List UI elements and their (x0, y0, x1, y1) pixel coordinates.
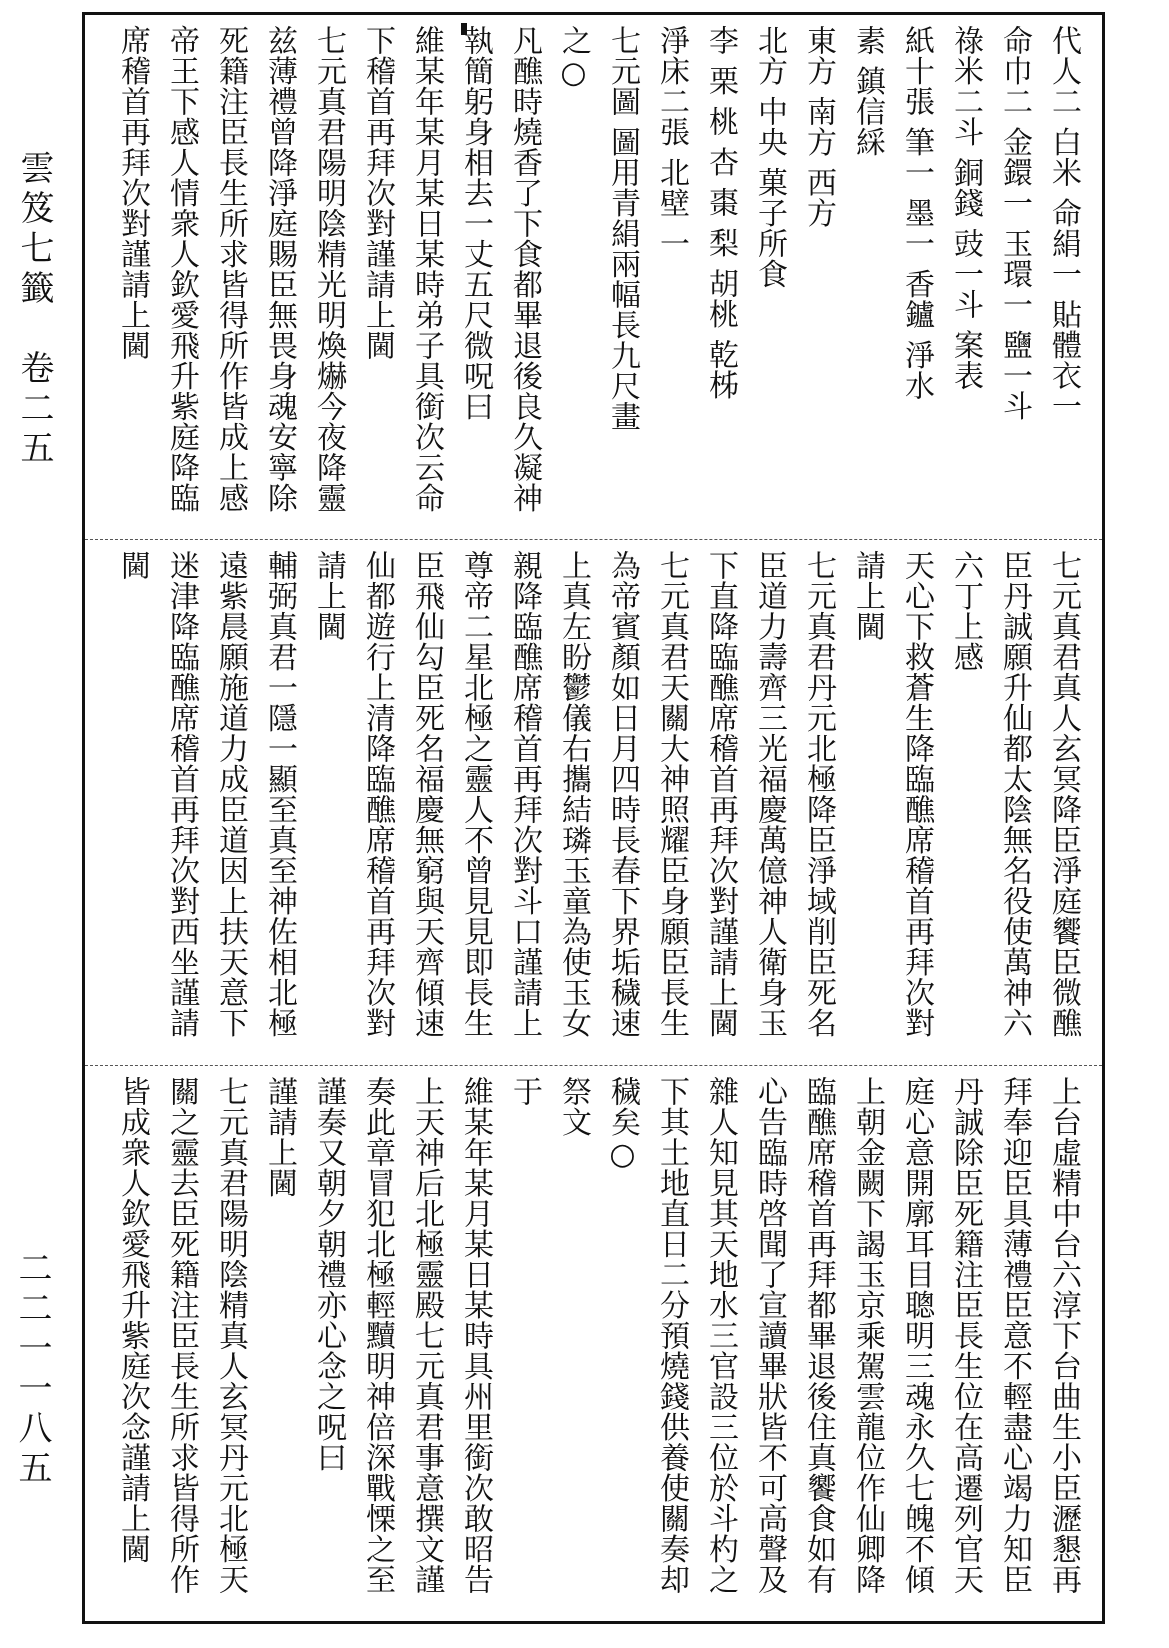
text-frame (82, 12, 1105, 1624)
text-column: 六丁上感 (948, 550, 983, 672)
text-column: 心告臨時啓聞了宣讀畢狀皆不可高聲及 (752, 1076, 787, 1595)
text-column: 北方 中央 菓子所食 (752, 25, 787, 290)
text-column: 謹請上閫 (262, 1076, 297, 1198)
text-column: 謹奏又朝夕朝禮亦心念之呪曰 (311, 1076, 346, 1473)
text-column: 祿米二斗 銅錢 豉一斗 案表 (948, 25, 983, 391)
text-band-bottom (85, 1065, 1102, 1621)
text-column: 上朝金闕下謁玉京乘駕雲龍位作仙卿降 (850, 1076, 885, 1595)
band-bottom-columns (99, 1076, 1088, 1613)
text-column: 下稽首再拜次對謹請上閫 (360, 25, 395, 361)
text-column: 淨床二張 北壁 一 (654, 25, 689, 259)
text-column: 穢矣○ (605, 1076, 640, 1173)
text-column: 臣丹誠願升仙都太陰無名役使萬神六 (997, 550, 1032, 1038)
margin-book-title: 雲笈七籤 卷二五 (14, 150, 54, 470)
text-column: 于 (507, 1076, 542, 1107)
margin-page-number: 二二一一八五 (12, 1250, 52, 1490)
text-column: 帝王下感人情衆人欽愛飛升紫庭降臨 (164, 25, 199, 513)
text-column: 臨醮席稽首再拜都畢退後住真饗食如有 (801, 1076, 836, 1595)
text-column: 李 栗 桃 杏 棗 梨 胡桃 乾柹 (703, 25, 738, 401)
text-column: 維某年某月某日某時具州里銜次敢昭告 (458, 1076, 493, 1595)
text-column: 閫 (115, 550, 150, 581)
text-column: 上真左盼鬱儀右攜結璘玉童為使玉女 (556, 550, 591, 1038)
text-column: 七元真君陽明陰精真人玄冥丹元北極天 (213, 1076, 248, 1595)
text-column: 奏此章冒犯北極輕黷明神倍深戰慄之至 (360, 1076, 395, 1595)
text-column: 席稽首再拜次對謹請上閫 (115, 25, 150, 361)
text-column: 遠紫晨願施道力成臣道因上扶天意下 (213, 550, 248, 1038)
text-column: 凡醮時燒香了下食都畢退後良久凝神 (507, 25, 542, 513)
text-column: 死籍注臣長生所求皆得所作皆成上感 (213, 25, 248, 513)
text-column: 上台虛精中台六淳下台曲生小臣瀝懇再 (1046, 1076, 1081, 1595)
text-column: 代人二 白米 命絹一 貼體衣一 (1046, 25, 1081, 422)
text-column: 七元真君真人玄冥降臣淨庭饗臣微醮 (1046, 550, 1081, 1038)
text-column: 七元圖 圖用青絹兩幅長九尺畫 (605, 25, 640, 432)
band-middle-columns (99, 550, 1088, 1051)
text-band-middle (85, 539, 1102, 1059)
text-column: 為帝賓顏如日月四時長春下界垢穢速 (605, 550, 640, 1038)
text-column: 七元真君陽明陰精光明煥爀今夜降靈 (311, 25, 346, 513)
text-column: 上天神后北極靈殿七元真君事意撰文謹 (409, 1076, 444, 1595)
text-column: 仙都遊行上清降臨醮席稽首再拜次對 (360, 550, 395, 1038)
text-column: 皆成衆人欽愛飛升紫庭次念謹請上閫 (115, 1076, 150, 1564)
text-column: 親降臨醮席稽首再拜次對斗口謹請上 (507, 550, 542, 1038)
text-column: 之○ (556, 25, 591, 91)
text-column: 雜人知見其天地水三官設三位於斗杓之 (703, 1076, 738, 1595)
text-column: 請上閫 (850, 550, 885, 642)
text-column: 臣飛仙勾臣死名福慶無窮與天齊傾速 (409, 550, 444, 1038)
text-column: 執簡躬身相去一丈五尺微呪曰 (458, 25, 493, 422)
text-column: 輔弼真君一隱一顯至真至神佐相北極 (262, 550, 297, 1038)
text-column: 天心下救蒼生降臨醮席稽首再拜次對 (899, 550, 934, 1038)
text-column: 庭心意開廓耳目聰明三魂永久七魄不傾 (899, 1076, 934, 1595)
text-column: 請上閫 (311, 550, 346, 642)
text-column: 兹薄禮曾降淨庭賜臣無畏身魂安寧除 (262, 25, 297, 513)
text-column: 丹誠除臣死籍注臣長生位在高遷列官天 (948, 1076, 983, 1595)
text-band-top (85, 15, 1102, 535)
text-column: 七元真君天關大神照耀臣身願臣長生 (654, 550, 689, 1038)
text-column: 命巾二 金鐶一 玉環一 鹽一斗 (997, 25, 1032, 422)
text-column: 迷津降臨醮席稽首再拜次對西坐謹請 (164, 550, 199, 1038)
text-column: 素 鎮信綵 (850, 25, 885, 158)
text-column: 臣道力壽齊三光福慶萬億神人衛身玉 (752, 550, 787, 1038)
text-column: 下直降臨醮席稽首再拜次對謹請上閫 (703, 550, 738, 1038)
text-column: 關之靈去臣死籍注臣長生所求皆得所作 (164, 1076, 199, 1595)
text-column: 拜奉迎臣具薄禮臣意不輕盡心竭力知臣 (997, 1076, 1032, 1595)
text-column: 下其土地直日二分預燒錢供養使關奏却 (654, 1076, 689, 1595)
text-column: 七元真君丹元北極降臣淨域削臣死名 (801, 550, 836, 1038)
text-column: 尊帝二星北極之靈人不曾見見即長生 (458, 550, 493, 1038)
text-column: 祭文 (556, 1076, 591, 1137)
band-top-columns (99, 25, 1088, 527)
text-column: 紙十張 筆一 墨一 香鑪 淨水 (899, 25, 934, 401)
text-column: 維某年某月某日某時弟子具銜次云命 (409, 25, 444, 513)
text-column: 東方 南方 西方 (801, 25, 836, 229)
